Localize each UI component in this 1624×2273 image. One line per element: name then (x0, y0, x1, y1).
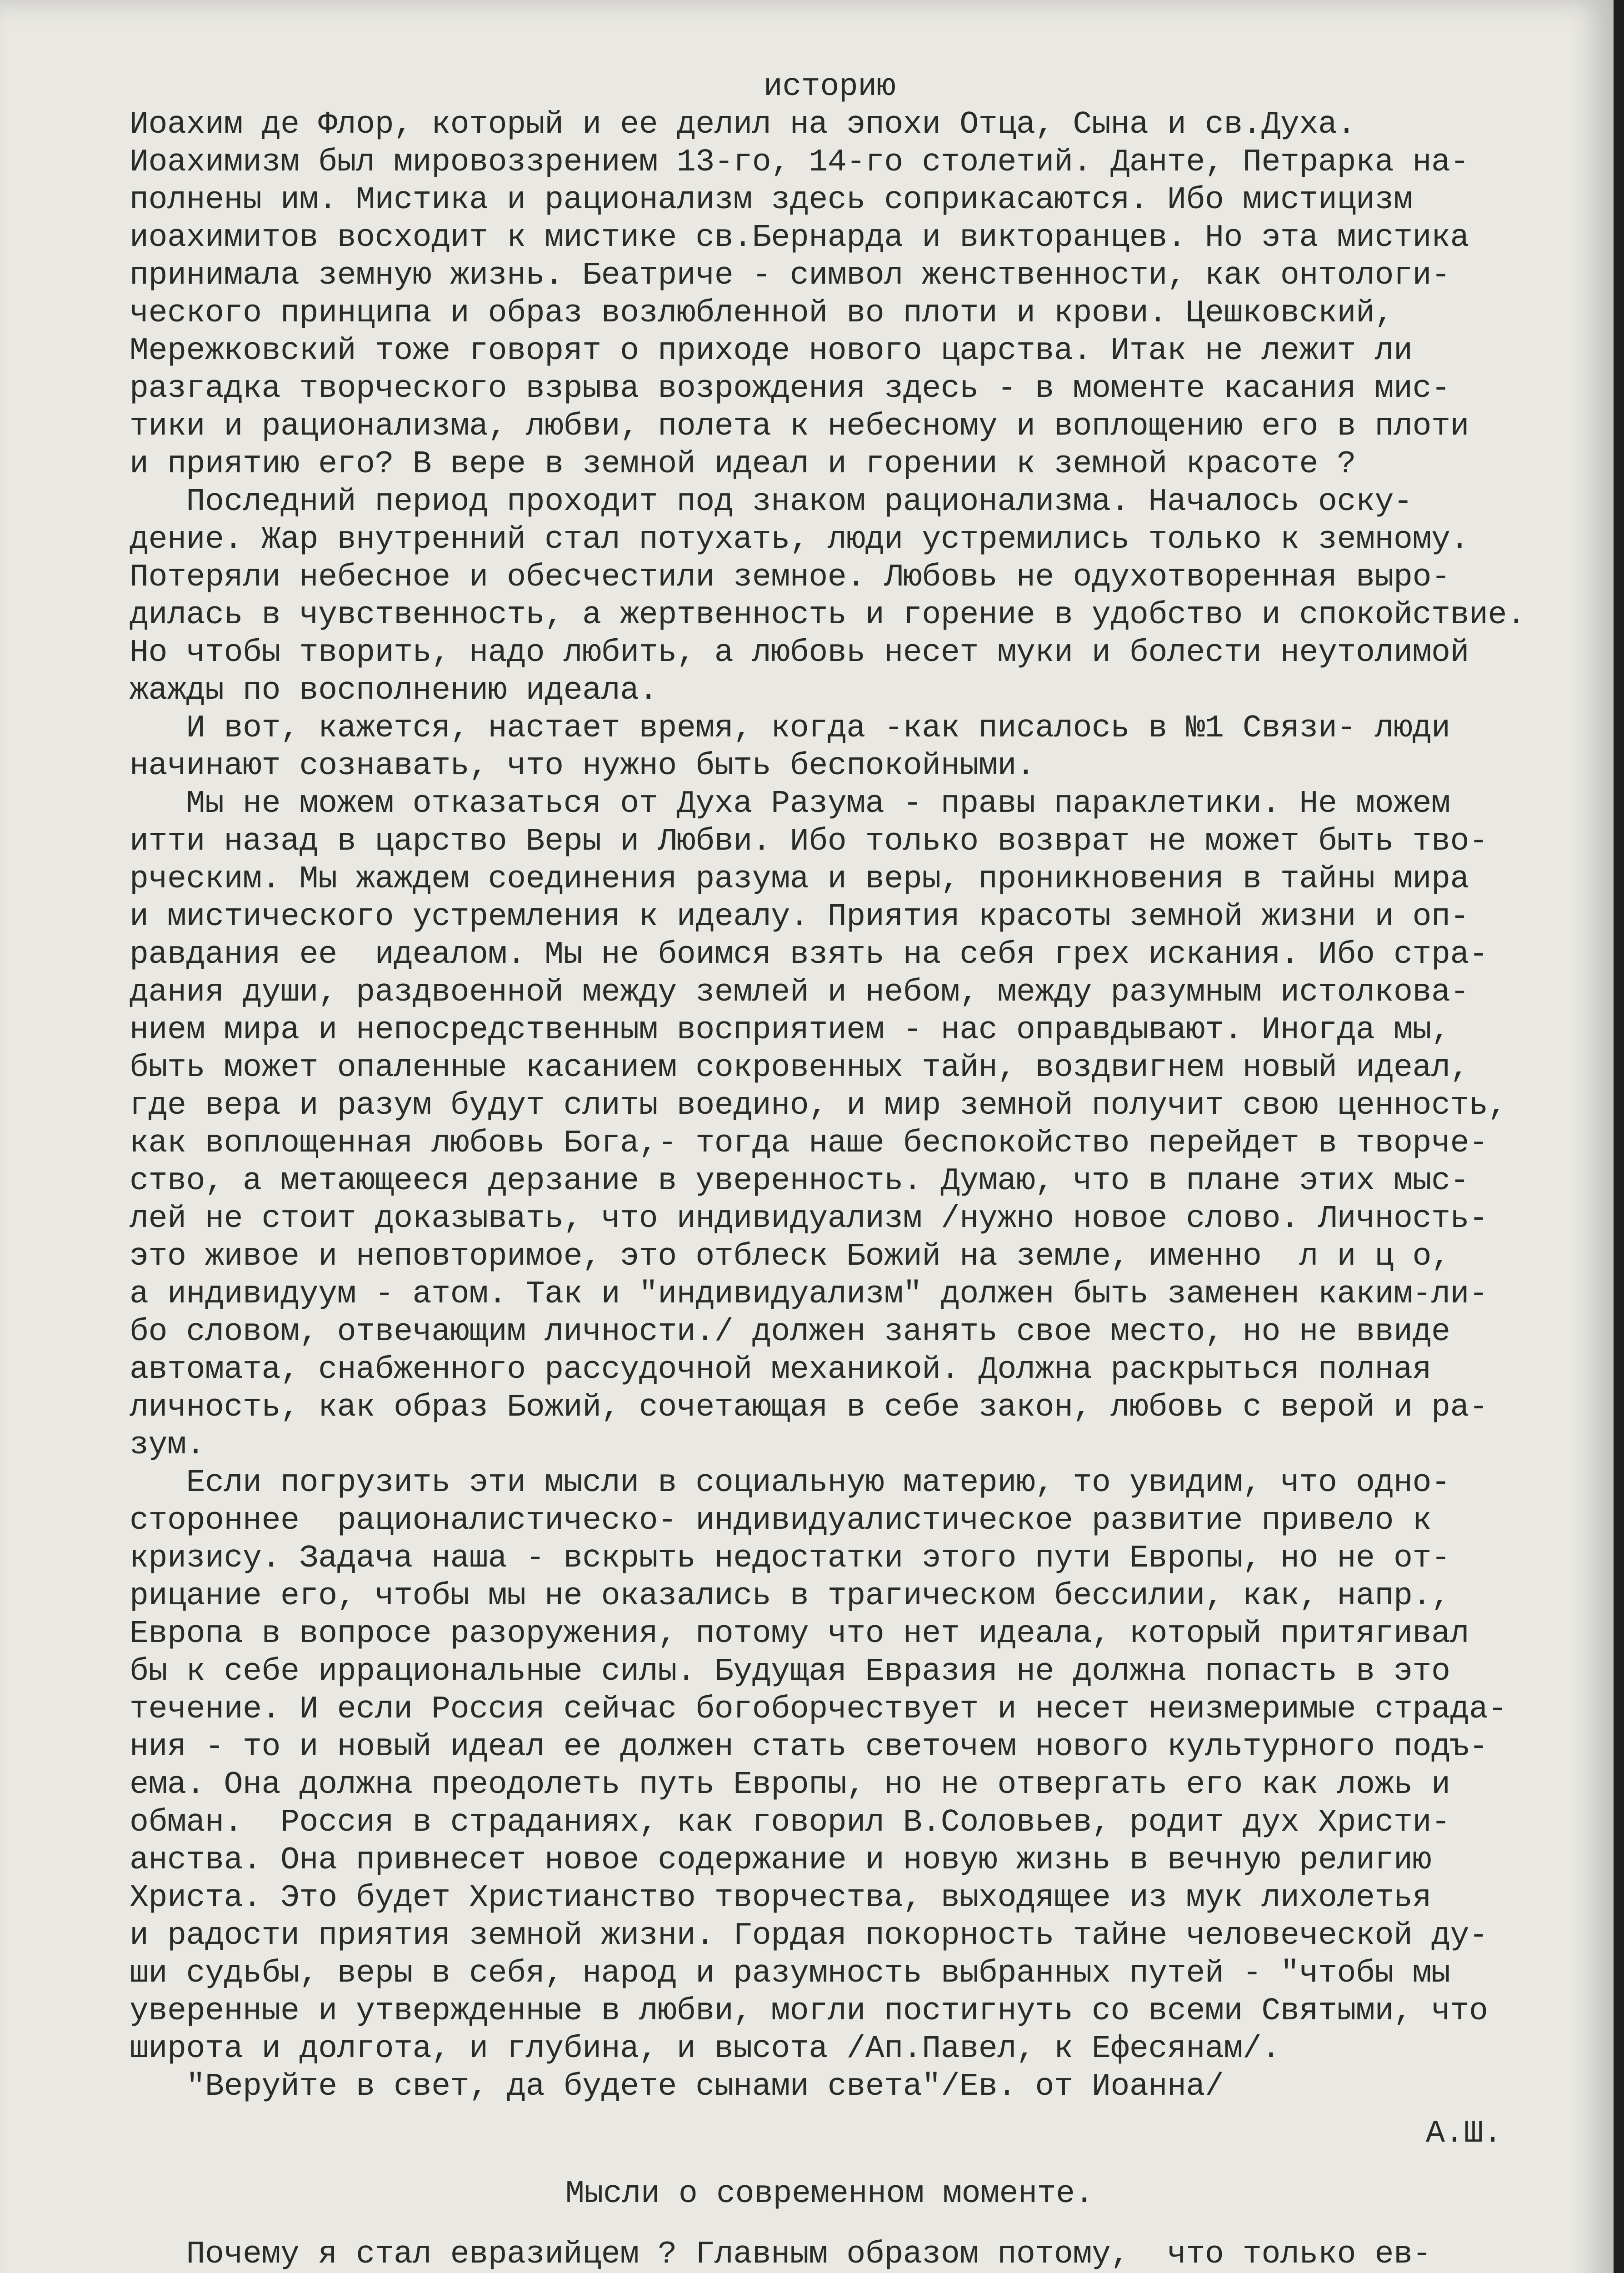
text-line: ема. Она должна преодолеть путь Европы, но не отвергать его как ложь и (130, 1767, 1450, 1803)
text-line: и мистического устремления к идеалу. Приятия красоты земной жизни и оп- (130, 899, 1469, 935)
section-title: Мысли о современном моменте. (565, 2176, 1094, 2212)
text-line: ния - то и новый идеал ее должен стать светочем нового культурного подъ- (130, 1729, 1488, 1765)
text-line: анства. Она привнесет новое содержание и новую жизнь в вечную религию (130, 1842, 1431, 1878)
text-line: тики и рационализма, любви, полета к небесному и воплощению его в плоти (130, 409, 1469, 445)
text-line: рческим. Мы жаждем соединения разума и веры, проникновения в тайны мира (130, 861, 1469, 897)
text-line: Европа в вопросе разоружения, потому что нет идеала, который притягивал (130, 1616, 1469, 1652)
text-line: а индивидуум - атом. Так и "индивидуализм" должен быть заменен каким-ли- (130, 1277, 1488, 1312)
text-line: иоахимитов восходит к мистике св.Бернарда и викторанцев. Но эта мистика (130, 220, 1469, 256)
text-line: Мережковский тоже говорят о приходе нового царства. Итак не лежит ли (130, 333, 1413, 369)
paragraph-2 (130, 483, 1529, 710)
paragraph-4 (130, 785, 1529, 1464)
text-line: уверенные и утвержденные в любви, могли постигнуть со всеми Святыми, что (130, 1993, 1488, 2029)
text-line: автомата, снабженного рассудочной механикой. Должна раскрыться полная (130, 1352, 1431, 1388)
text-line: начинают сознавать, что нужно быть беспокойными. (130, 748, 1035, 784)
text-line: Но чтобы творить, надо любить, а любовь несет муки и болести неутолимой (130, 635, 1469, 671)
text-line: течение. И если Россия сейчас богоборчествует и несет неизмеримые страда- (130, 1692, 1507, 1727)
text-line: И вот, кажется, настает время, когда -как писалось в №1 Связи- люди (130, 711, 1450, 746)
text-line: стороннее рационалистическо- индивидуалистическое развитие привело к (130, 1503, 1431, 1539)
text-line: рицание его, чтобы мы не оказались в трагическом бессилии, как, напр., (130, 1578, 1450, 1614)
text-line: Почему я стал евразийцем ? Главным образом потому, что только ев- (130, 2237, 1431, 2273)
text-line: и приятию его? В вере в земной идеал и горении к земной красоте ? (130, 446, 1356, 482)
text-line: ческого принципа и образ возлюбленной во плоти и крови. Цешковский, (130, 295, 1394, 331)
text-line: как воплощенная любовь Бога,- тогда наше беспокойство перейдет в творче- (130, 1126, 1488, 1162)
text-line: обман. Россия в страданиях, как говорил В.Соловьев, родит дух Христи- (130, 1805, 1450, 1841)
text-line: итти назад в царство Веры и Любви. Ибо только возврат не может быть тво- (130, 824, 1488, 860)
text-line: бы к себе иррациональные силы. Будущая Евразия не должна попасть в это (130, 1654, 1450, 1690)
text-line: и радости приятия земной жизни. Гордая покорность тайне человеческой ду- (130, 1918, 1488, 1954)
text-line: "Веруйте в свет, да будете сынами света"/Ев. от Иоанна/ (130, 2069, 1224, 2105)
text-line: ши судьбы, веры в себя, народ и разумность выбранных путей - "чтобы мы (130, 1956, 1450, 1992)
text-line: бо словом, отвечающим личности./ должен занять свое место, но не ввиде (130, 1314, 1450, 1350)
paragraph-3 (130, 710, 1529, 785)
text-line: Последний период проходит под знаком рационализма. Началось оску- (130, 484, 1413, 520)
text-line: Потеряли небесное и обесчестили земное. Любовь не одухотворенная выро- (130, 560, 1450, 596)
text-line: полнены им. Мистика и рационализм здесь соприкасаются. Ибо мистицизм (130, 182, 1413, 218)
text-line: где вера и разум будут слиты воедино, и мир земной получит свою ценность, (130, 1088, 1507, 1124)
spacer (130, 2213, 1529, 2236)
page-header: историю (763, 69, 896, 105)
text-line: это живое и неповторимое, это отблеск Божий на земле, именно л и ц о, (130, 1239, 1450, 1275)
text-line: лей не стоит доказывать, что индивидуализм /нужно новое слово. Личность- (130, 1201, 1488, 1237)
text-line: жажды по восполнению идеала. (130, 673, 658, 709)
paragraph-1 (130, 106, 1529, 483)
spacer (130, 2153, 1529, 2175)
text-line: разгадка творческого взрыва возрождения здесь - в моменте касания мис- (130, 371, 1450, 407)
paragraph-6 (130, 2236, 1529, 2273)
text-line: Мы не можем отказаться от Духа Разума - правы параклетики. Не можем (130, 786, 1450, 822)
page-edge (1614, 0, 1624, 2273)
text-line: дилась в чувственность, а жертвенность и горение в удобство и спокойствие. (130, 597, 1526, 633)
text-line: принимала земную жизнь. Беатриче - символ женственности, как онтологи- (130, 258, 1450, 294)
text-line: личность, как образ Божий, сочетающая в себе закон, любовь с верой и ра- (130, 1390, 1488, 1426)
text-line: дания души, раздвоенной между землей и небом, между разумным истолкова- (130, 975, 1469, 1011)
text-line: кризису. Задача наша - вскрыть недостатки этого пути Европы, но не от- (130, 1541, 1450, 1577)
text-line: равдания ее идеалом. Мы не боимся взять на себя грех искания. Ибо стра- (130, 937, 1488, 973)
text-line: ство, а метающееся дерзание в уверенность. Думаю, что в плане этих мыс- (130, 1163, 1469, 1199)
author-signature: А.Ш. (1425, 2116, 1502, 2152)
text-line: Иоахимизм был мировоззрением 13-го, 14-го столетий. Данте, Петрарка на- (130, 145, 1469, 180)
text-line: Христа. Это будет Христианство творчества, выходящее из мук лихолетья (130, 1880, 1431, 1916)
page-body (130, 68, 1529, 2273)
text-line: быть может опаленные касанием сокровенных тайн, воздвигнем новый идеал, (130, 1050, 1469, 1086)
text-line: дение. Жар внутренний стал потухать, люди устремились только к земному. (130, 522, 1469, 558)
text-line: зум. (130, 1427, 205, 1463)
text-line: Если погрузить эти мысли в социальную материю, то увидим, что одно- (130, 1465, 1450, 1501)
text-line: нием мира и непосредственным восприятием - нас оправдывают. Иногда мы, (130, 1012, 1450, 1048)
text-line: Иоахим де Флор, который и ее делил на эпохи Отца, Сына и св.Духа. (130, 107, 1356, 143)
paragraph-5 (130, 1464, 1529, 2106)
text-line: широта и долгота, и глубина, и высота /Ап.Павел, к Ефесянам/. (130, 2031, 1280, 2067)
